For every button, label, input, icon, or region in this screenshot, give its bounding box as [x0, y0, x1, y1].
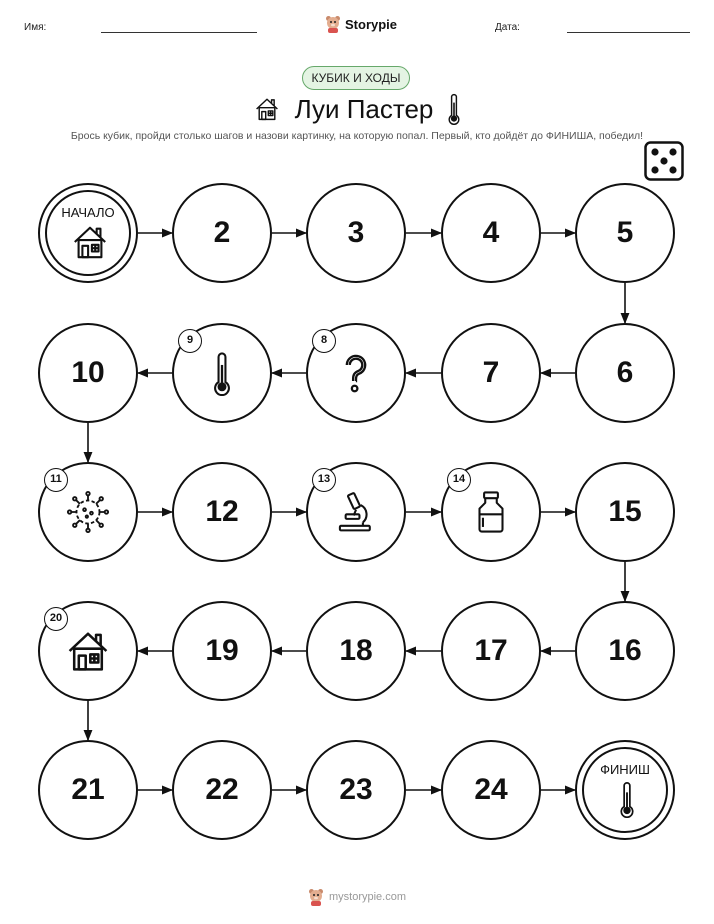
space-number-tag: 13: [312, 468, 336, 492]
board-space-6: [575, 323, 675, 423]
board-space-18: [306, 601, 406, 701]
space-number: 2: [213, 216, 231, 249]
space-number: 15: [608, 495, 642, 528]
board-space-3: [306, 183, 406, 283]
space-number-tag: 9: [178, 329, 202, 353]
footer-url: mystorypie.com: [328, 891, 407, 903]
board-space-21: [38, 740, 138, 840]
picture-space-9: [172, 323, 272, 423]
picture-space-11: [38, 462, 138, 562]
instructions: Брось кубик, пройди столько шагов и назови картинку, на которую попал. Первый, кто дойдёт до ФИНИША, победил!: [70, 130, 644, 142]
milk-bottle-icon: [468, 489, 514, 535]
date-label: Дата:: [495, 22, 520, 33]
board-space-2: [172, 183, 272, 283]
start-label: НАЧАЛО: [61, 205, 115, 220]
space-number-tag: 14: [447, 468, 471, 492]
brand-name: Storypie: [345, 16, 398, 32]
board-space-17: [441, 601, 541, 701]
space-number: 3: [347, 216, 365, 249]
start-space: [38, 183, 138, 283]
space-number-tag: 20: [44, 607, 68, 631]
space-number: 10: [71, 356, 105, 389]
finish-label: ФИНИШ: [600, 762, 650, 777]
space-number: 23: [339, 773, 373, 806]
board-space-23: [306, 740, 406, 840]
thermometer-icon: [608, 780, 646, 818]
space-number-tag: 11: [44, 468, 68, 492]
microscope-icon: [333, 489, 379, 535]
space-number: 5: [616, 216, 634, 249]
picture-space-20: [38, 601, 138, 701]
board-space-15: [575, 462, 675, 562]
space-number: 6: [616, 356, 634, 389]
page-title: Луи Пастер: [294, 93, 434, 124]
finish-space: [575, 740, 675, 840]
question-mark-icon: [333, 350, 379, 396]
board-space-7: [441, 323, 541, 423]
footer: [0, 888, 714, 906]
space-number: 12: [205, 495, 239, 528]
board-space-24: [441, 740, 541, 840]
picture-space-13: [306, 462, 406, 562]
space-number: 16: [608, 634, 642, 667]
space-number: 24: [474, 773, 508, 806]
board-space-12: [172, 462, 272, 562]
space-number: 22: [205, 773, 239, 806]
board-space-19: [172, 601, 272, 701]
space-number: 17: [474, 634, 508, 667]
picture-space-14: [441, 462, 541, 562]
thermometer-icon: [199, 350, 245, 396]
board-space-16: [575, 601, 675, 701]
space-number: 18: [339, 634, 373, 667]
board-space-10: [38, 323, 138, 423]
space-number: 4: [482, 216, 500, 249]
space-number: 7: [482, 356, 500, 389]
board-space-5: [575, 183, 675, 283]
activity-badge: КУБИК И ХОДЫ: [302, 66, 410, 90]
name-label: Имя:: [24, 22, 47, 33]
house-icon: [71, 223, 109, 261]
bear-logo-icon: [308, 888, 324, 906]
space-number: 21: [71, 773, 105, 806]
board-space-22: [172, 740, 272, 840]
virus-icon: [65, 489, 111, 535]
space-number-tag: 8: [312, 329, 336, 353]
space-number: 19: [205, 634, 239, 667]
house-icon: [65, 628, 111, 674]
board-space-4: [441, 183, 541, 283]
picture-space-8: [306, 323, 406, 423]
